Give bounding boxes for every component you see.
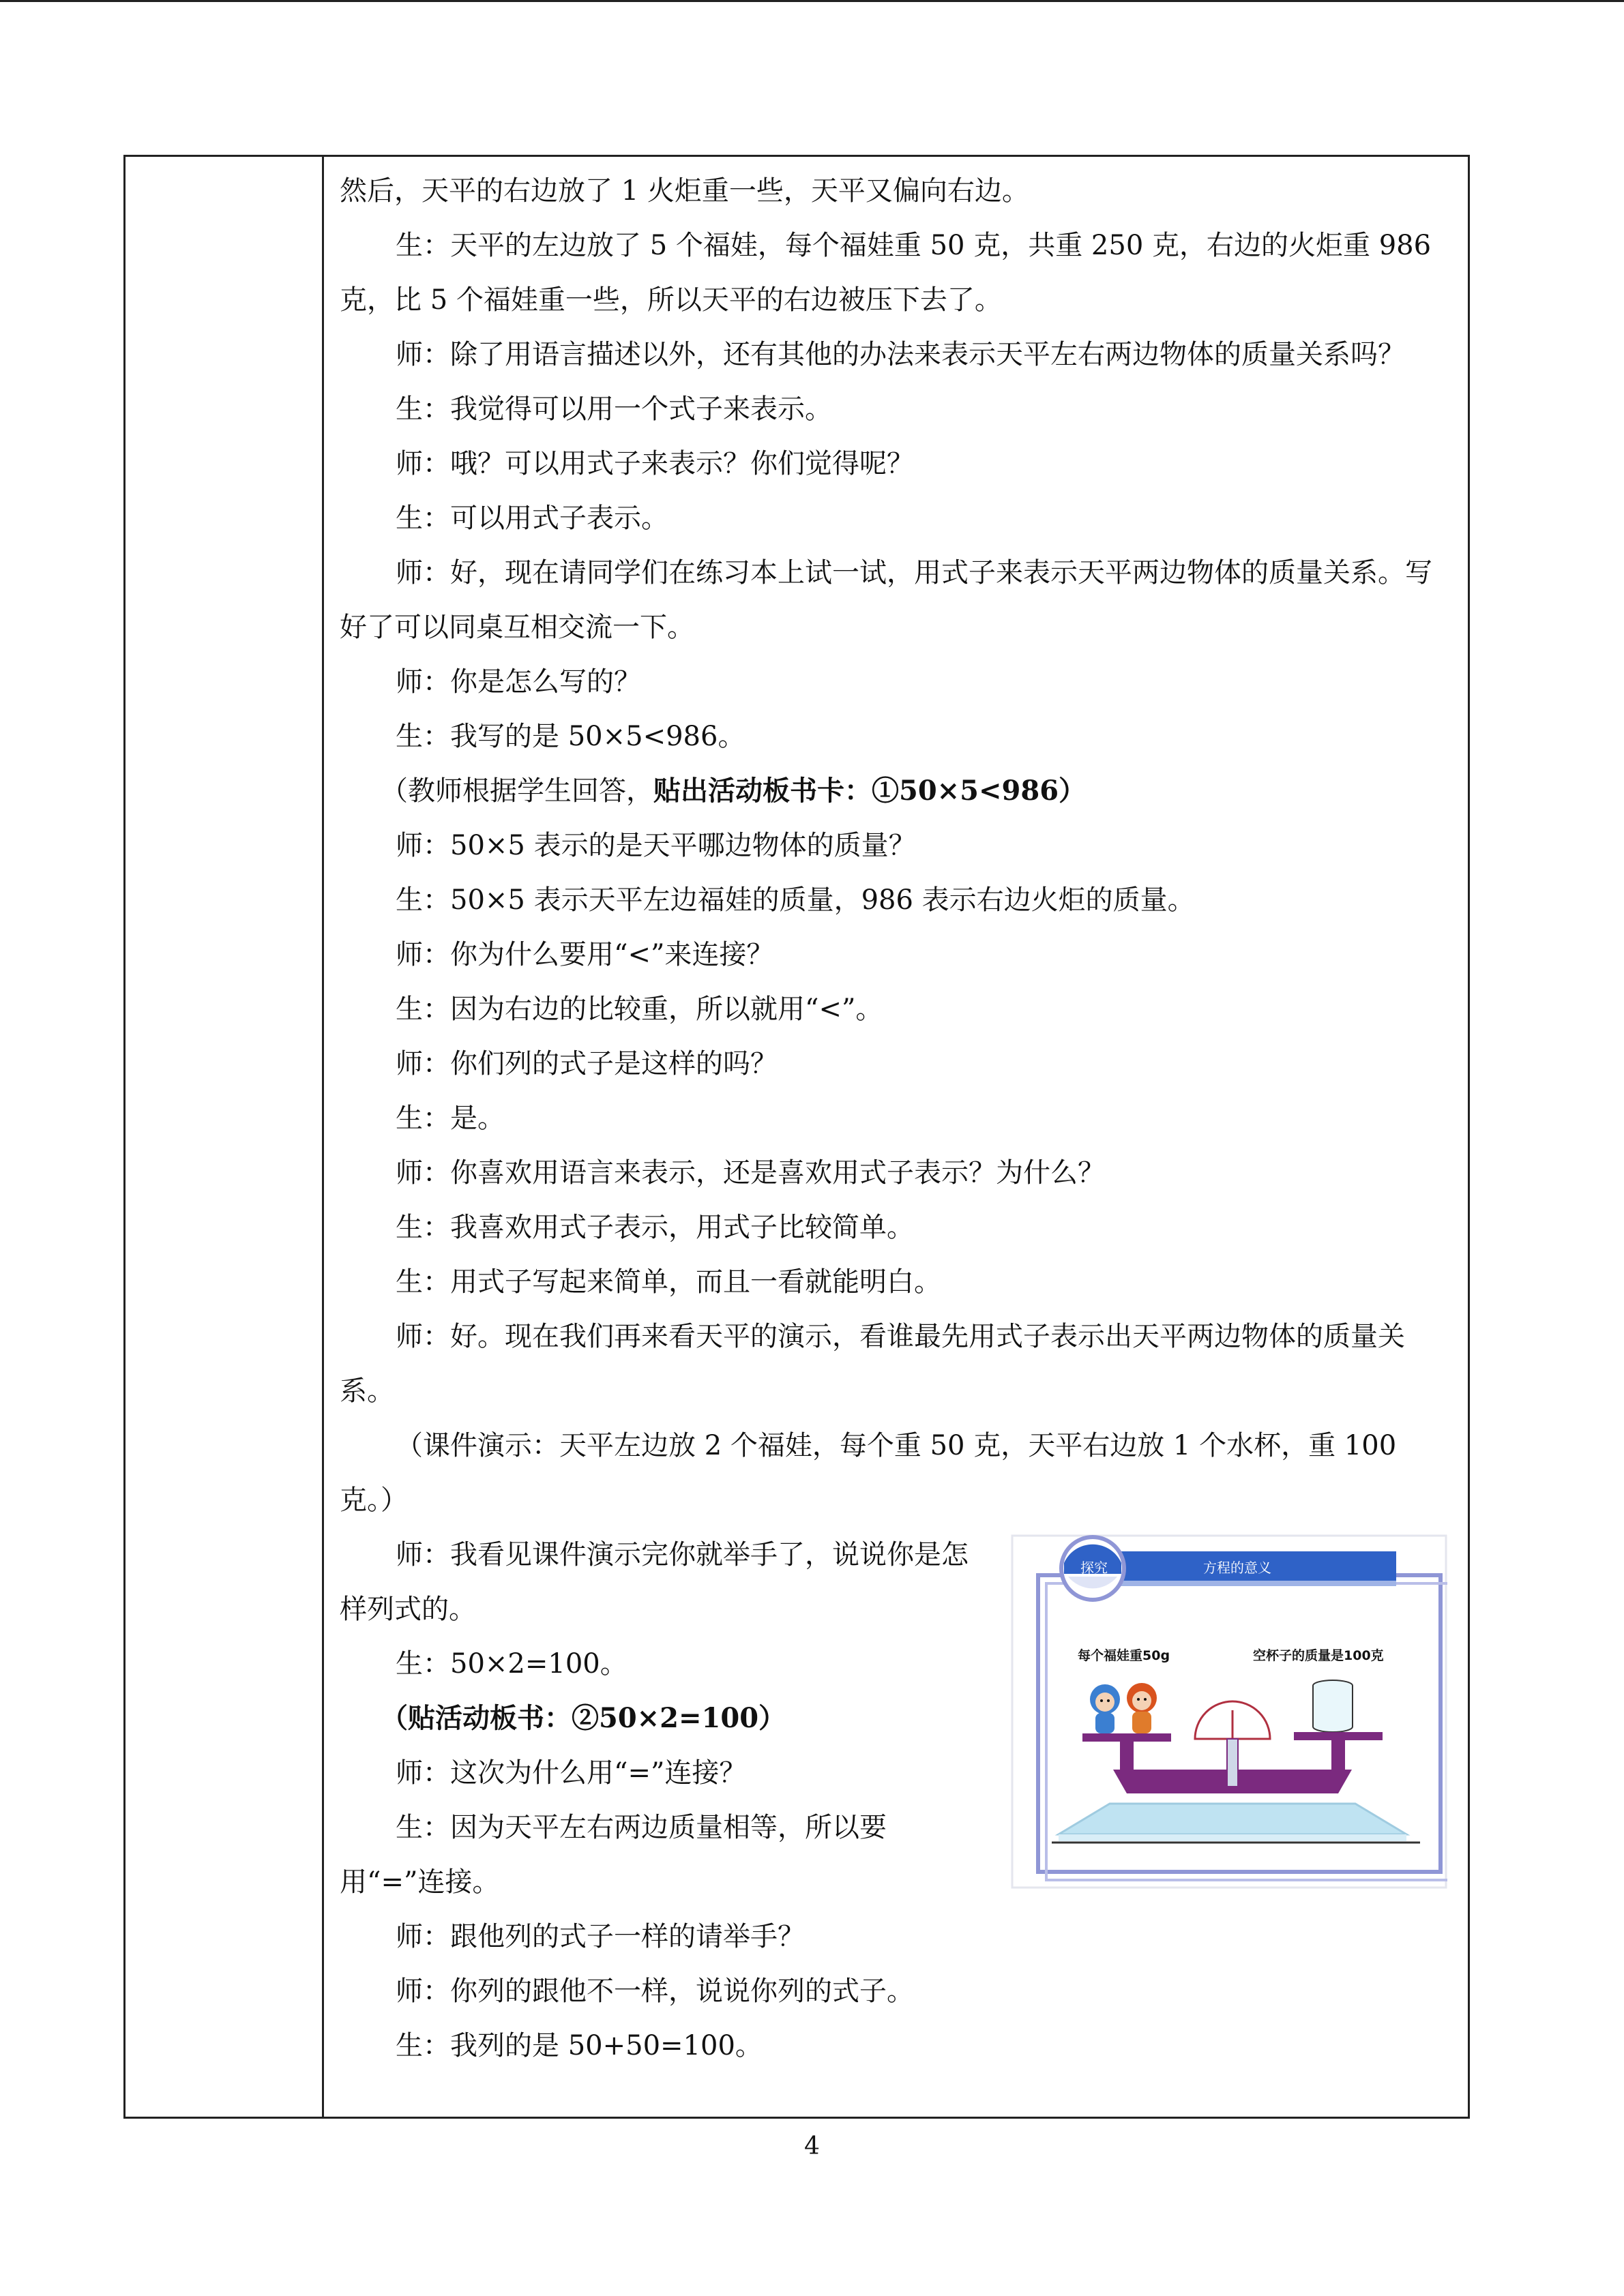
paragraph: 生：因为天平左右两边质量相等，所以要用“=”连接。 bbox=[340, 1812, 887, 1898]
paragraph: 师：好，现在请同学们在练习本上试一试，用式子来表示天平两边物体的质量关系。写好了可以同桌互相交流一下。 bbox=[340, 557, 1432, 643]
paragraph: 师：除了用语言描述以外，还有其他的办法来表示天平左右两边物体的质量关系吗？ bbox=[396, 339, 1405, 370]
paragraph: 生：我喜欢用式子表示，用式子比较简单。 bbox=[396, 1212, 914, 1243]
table-left-column bbox=[126, 157, 324, 2117]
paragraph: 生：我觉得可以用一个式子来表示。 bbox=[396, 393, 832, 425]
paragraph: 生：因为右边的比较重，所以就用“<”。 bbox=[396, 994, 883, 1025]
lesson-table bbox=[123, 155, 1470, 2119]
board-note-paragraph bbox=[340, 764, 1458, 818]
left-pan-stem bbox=[1120, 1739, 1134, 1773]
paragraph: （课件演示：天平左边放 2 个福娃，每个重 50 克，天平右边放 1 个水杯，重 100 克。） bbox=[340, 1430, 1397, 1516]
paragraph: 生：50×5 表示天平左边福娃的质量，986 表示右边火炬的质量。 bbox=[396, 884, 1195, 916]
paragraph: 然后，天平的右边放了 1 火炬重一些，天平又偏向右边。 bbox=[340, 175, 1029, 207]
paragraph: 生：我写的是 50×5<986。 bbox=[396, 721, 745, 752]
paragraph: 师：你们列的式子是这样的吗？ bbox=[396, 1048, 778, 1079]
scale-pillar bbox=[1227, 1739, 1238, 1787]
paragraph: 师：哦？可以用式子来表示？你们觉得呢？ bbox=[396, 448, 914, 479]
figure-title: 方程的意义 bbox=[1203, 1560, 1271, 1576]
water-cup bbox=[1313, 1680, 1353, 1732]
paragraph: 生：是。 bbox=[396, 1103, 505, 1134]
paragraph: 师：你喜欢用语言来表示，还是喜欢用式子表示？为什么？ bbox=[396, 1157, 1105, 1189]
page-number: 4 bbox=[804, 2132, 820, 2160]
paragraph: 师：你是怎么写的？ bbox=[396, 666, 641, 698]
board-note-card: 贴出活动板书卡：①50×5<986） bbox=[653, 775, 1087, 807]
balance-base-edge bbox=[1059, 1834, 1406, 1841]
paragraph: 生：我列的是 50+50=100。 bbox=[396, 2030, 763, 2061]
balance-scale-illustration bbox=[1011, 1534, 1447, 1889]
table-content-cell bbox=[340, 164, 1458, 2114]
paragraph: 生：50×2=100。 bbox=[396, 1648, 628, 1680]
paragraph: 生：可以用式子表示。 bbox=[396, 503, 668, 534]
title-banner-shadow bbox=[1076, 1581, 1396, 1586]
board-note-prefix: （教师根据学生回答， bbox=[381, 775, 653, 807]
paragraph: 师：50×5 表示的是天平哪边物体的质量？ bbox=[396, 830, 916, 861]
courseware-figure bbox=[1011, 1534, 1447, 1889]
right-pan-stem bbox=[1331, 1738, 1345, 1773]
top-rule bbox=[0, 0, 1624, 2]
paragraph: 师：你列的跟他不一样，说说你列的式子。 bbox=[396, 1976, 914, 2007]
tab-label: 探究 bbox=[1080, 1560, 1108, 1576]
paragraph: 师：跟他列的式子一样的请举手？ bbox=[396, 1921, 805, 1952]
balance-base bbox=[1059, 1804, 1406, 1834]
right-label: 空杯子的质量是100克 bbox=[1253, 1648, 1384, 1663]
left-label: 每个福娃重50g bbox=[1078, 1648, 1170, 1663]
paragraph: 生：天平的左边放了 5 个福娃，每个福娃重 50 克，共重 250 克，右边的火炬重 986 克，比 5 个福娃重一些，所以天平的右边被压下去了。 bbox=[340, 230, 1432, 316]
paragraph: 师：好。现在我们再来看天平的演示，看谁最先用式子表示出天平两边物体的质量关系。 bbox=[340, 1321, 1405, 1407]
board-note-paragraph: （贴活动板书：②50×2=100） bbox=[381, 1702, 786, 1734]
paragraph: 师：你为什么要用“<”来连接？ bbox=[396, 939, 774, 970]
paragraph: 生：用式子写起来简单，而且一看就能明白。 bbox=[396, 1266, 941, 1298]
paragraph: 师：我看见课件演示完你就举手了，说说你是怎样列式的。 bbox=[340, 1539, 969, 1625]
paragraph: 师：这次为什么用“=”连接？ bbox=[396, 1757, 747, 1789]
